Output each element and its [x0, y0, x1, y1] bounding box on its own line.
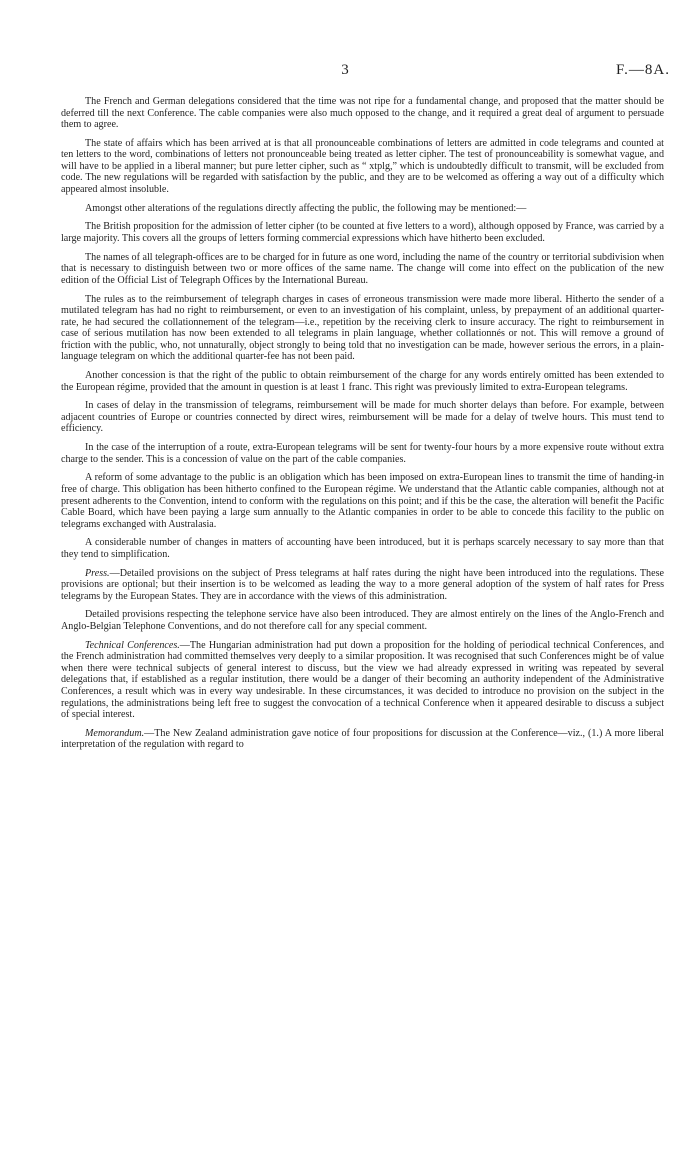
paragraph-text: The British proposition for the admission of letter cipher (to be counted at five letters to a word), although opposed by France, was carried by a large majority. This covers all the groups of letters forming commercial expressions which have hitherto been excluded.: [61, 221, 664, 245]
paragraph: [61, 138, 664, 196]
paragraph: [61, 442, 664, 465]
paragraph: [61, 203, 664, 215]
paragraph: [61, 728, 664, 751]
paragraph: [61, 96, 664, 131]
paragraph: [61, 370, 664, 393]
paragraph: [61, 400, 664, 435]
document-reference: F.—8A.: [616, 62, 670, 78]
paragraph-text: A considerable number of changes in matters of accounting have been introduced, but it is perhaps scarcely necessary to say more than that they tend to simplification.: [61, 537, 664, 560]
paragraph-text: —Detailed provisions on the subject of Press telegrams at half rates during the night have been introduced into the regulations. These provisions are optional; but their insertion is to be welcomed as leading the way to a more general adoption of the system of half rates for Press telegrams by the European States. They are in accordance with the views of this administration.: [61, 567, 664, 602]
page-header: [0, 62, 700, 82]
paragraph-text: Detailed provisions respecting the telephone service have also been introduced. They are almost entirely on the lines of the Anglo-French and Anglo-Belgian Telephone Conventions, and do not therefore call for any special comment.: [61, 609, 664, 633]
paragraph-text: The French and German delegations considered that the time was not ripe for a fundamental change, and proposed that the matter should be deferred till the next Conference. The cable companies were also much opposed to the change, and it required a great deal of argument to persuade them to agree.: [61, 96, 664, 131]
paragraph: [61, 252, 664, 287]
paragraph: [61, 221, 664, 244]
paragraph-text: Amongst other alterations of the regulations directly affecting the public, the following may be mentioned:—: [85, 202, 527, 214]
paragraph-text: The names of all telegraph-offices are to be charged for in future as one word, including the name of the country or territorial subdivision when that is necessary to distinguish between two or more offices of the same name. The change will come into effect on the publication of the new edition of the Official List of Telegraph Offices by the International Bureau.: [61, 251, 664, 286]
paragraph-text: —The New Zealand administration gave notice of four propositions for discussion at the Conference—viz., (1.) A more liberal interpretation of the regulation with regard to: [61, 727, 664, 751]
paragraph-heading: Memorandum.: [85, 727, 145, 739]
paragraph-text: —The Hungarian administration had put down a proposition for the holding of periodical technical Conferences, and the French administration had committed themselves very deeply to a similar proposition. It was recognised that such Conferences might be of value when there were technical subjects of general interest to discuss, but the view we had already expressed in writing was repeated by several delegations that, if established as a regular institution, there would be a danger of their becoming an authority independent of the Administrative Conferences, a result which was in every way undesirable. In these circumstances, it was decided to introduce no provision on the subject in the regulations, the administrations being left free to suggest the convocation of a technical Conference when it appeared desirable to discuss a subject of special interest.: [61, 639, 664, 721]
paragraph-text: A reform of some advantage to the public is an obligation which has been imposed on extra-European lines to transmit the time of handing-in free of charge. This obligation has been hitherto confined to the European régime. We understand that the Atlantic cable companies, although not at present adherents to the Convention, intend to conform with the regulations on this point; and if this be the case, the alteration will benefit the Pacific Cable Board, which have been paying a large sum annually to the Atlantic companies in order to be able to concede this facility to the public on telegrams exchanged with Australasia.: [61, 472, 664, 530]
paragraph-text: The rules as to the reimbursement of telegraph charges in cases of erroneous transmission were made more liberal. Hitherto the sender of a mutilated telegram has had no right to reimbursement, or even to an investigation of his complaint, unless, by prepayment of an additional quarter-rate, he had secured the collationnement of the telegram—i.e., repetition by the receiving clerk to insure accuracy. The right to reimbursement in case of serious mutilation has now been extended to all telegrams in plain language, whether collationnés or not. This will remove a ground of friction with the public, who, not unnaturally, object strongly to being told that no investigation can be made, however serious the errors, in a plain-language telegram on which the additional quarter-fee has not been paid.: [61, 293, 664, 363]
paragraph-text: The state of affairs which has been arrived at is that all pronounceable combinations of letters are admitted in code telegrams and counted at ten letters to the word, combinations of letters not pronounceable being treated as letter cipher. The test of pronounceability is somewhat vague, and will have to be applied in a liberal manner; but pure letter cipher, such as “ xtplg,” which is undoubtedly difficult to transmit, will be excluded from code. The new regulations will be regarded with satisfaction by the public, and they are to be welcomed as offering a way out of a difficulty which appeared almost insoluble.: [61, 137, 664, 196]
body-text: [61, 96, 664, 758]
paragraph-text: In cases of delay in the transmission of telegrams, reimbursement will be made for much shorter delays than before. For example, between adjacent countries of Europe or countries connected by direct wires, reimbursement will be made for a delay of twelve hours. This must tend to efficiency.: [61, 400, 664, 435]
paragraph: [61, 537, 664, 560]
paragraph: [61, 609, 664, 632]
paragraph-heading: Press.: [85, 567, 110, 579]
paragraph: [61, 472, 664, 530]
paragraph-text: In the case of the interruption of a route, extra-European telegrams will be sent for twenty-four hours by a more expensive route without extra charge to the sender. This is a concession of value on the part of the cable companies.: [61, 442, 664, 465]
paragraph: [61, 640, 664, 721]
page-number: 3: [341, 62, 349, 78]
paragraph: [61, 294, 664, 363]
paragraph-text: Another concession is that the right of the public to obtain reimbursement of the charge for any words entirely omitted has been extended to the European régime, provided that the amount in question is at least 1 franc. This right was previously limited to extra-European telegrams.: [61, 370, 664, 393]
paragraph-heading: Technical Conferences.: [85, 639, 180, 651]
paragraph: [61, 568, 664, 603]
